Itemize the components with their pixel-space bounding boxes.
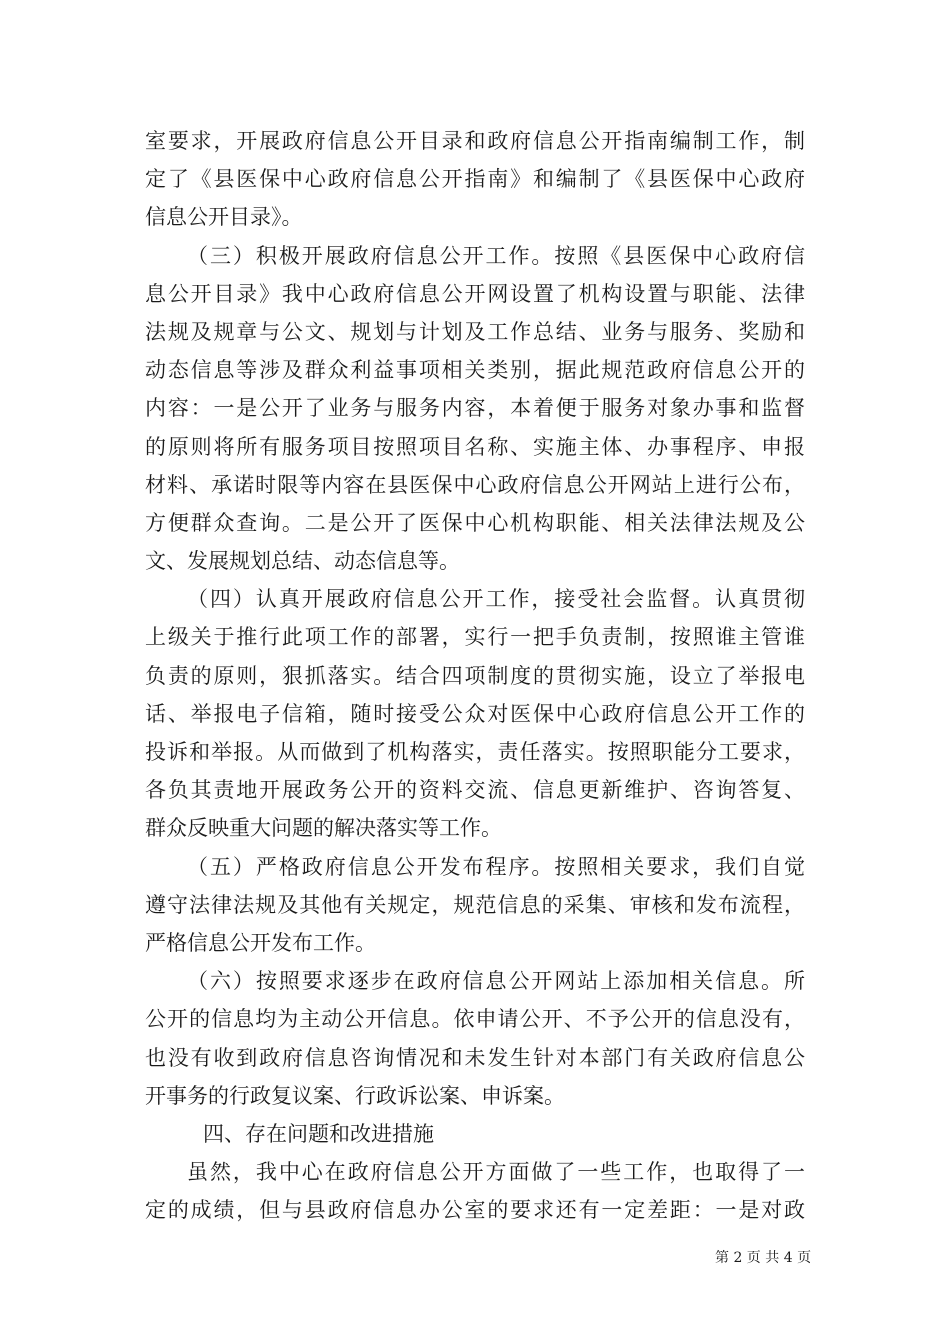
paragraph-start-line: （四）认真开展政府信息公开工作，接受社会监督。认真贯彻 bbox=[187, 587, 805, 612]
section-heading: 四、存在问题和改进措施 bbox=[203, 1121, 434, 1146]
paragraph-start-line: （五）严格政府信息公开发布程序。按照相关要求，我们自觉 bbox=[187, 854, 805, 879]
text-line: 严格信息公开发布工作。 bbox=[145, 930, 376, 955]
document-body bbox=[145, 122, 805, 1229]
text-line: 方便群众查询。二是公开了医保中心机构职能、相关法律法规及公 bbox=[145, 510, 805, 535]
text-line: 文、发展规划总结、动态信息等。 bbox=[145, 549, 460, 574]
text-line: 定了《县医保中心政府信息公开指南》和编制了《县医保中心政府 bbox=[145, 167, 805, 192]
text-line: 的原则将所有服务项目按照项目名称、实施主体、办事程序、申报 bbox=[145, 434, 805, 459]
text-line: 各负其责地开展政务公开的资料交流、信息更新维护、咨询答复、 bbox=[145, 778, 805, 803]
text-line: 遵守法律法规及其他有关规定，规范信息的采集、审核和发布流程， bbox=[145, 892, 805, 917]
page-number: 第 2 页 共 4 页 bbox=[715, 1250, 812, 1266]
paragraph-start-line: 虽然，我中心在政府信息公开方面做了一些工作，也取得了一 bbox=[187, 1160, 805, 1185]
text-line: 公开的信息均为主动公开信息。依申请公开、不予公开的信息没有， bbox=[145, 1007, 805, 1032]
text-line: 也没有收到政府信息咨询情况和未发生针对本部门有关政府信息公 bbox=[145, 1045, 805, 1070]
text-line: 法规及规章与公文、规划与计划及工作总结、业务与服务、奖励和 bbox=[145, 319, 805, 344]
text-line: 动态信息等涉及群众利益事项相关类别，据此规范政府信息公开的 bbox=[145, 358, 805, 383]
text-line: 开事务的行政复议案、行政诉讼案、申诉案。 bbox=[145, 1083, 565, 1108]
text-line: 息公开目录》我中心政府信息公开网设置了机构设置与职能、法律 bbox=[145, 281, 805, 306]
text-line: 内容：一是公开了业务与服务内容，本着便于服务对象办事和监督 bbox=[145, 396, 805, 421]
text-line: 负责的原则，狠抓落实。结合四项制度的贯彻实施，设立了举报电 bbox=[145, 663, 805, 688]
text-line: 定的成绩，但与县政府信息办公室的要求还有一定差距：一是对政 bbox=[145, 1198, 805, 1223]
text-line: 群众反映重大问题的解决落实等工作。 bbox=[145, 816, 502, 841]
text-line: 话、举报电子信箱，随时接受公众对医保中心政府信息公开工作的 bbox=[145, 701, 805, 726]
paragraph-start-line: （六）按照要求逐步在政府信息公开网站上添加相关信息。所 bbox=[187, 969, 805, 994]
text-line: 上级关于推行此项工作的部署，实行一把手负责制，按照谁主管谁 bbox=[145, 625, 805, 650]
paragraph-start-line: （三）积极开展政府信息公开工作。按照《县医保中心政府信 bbox=[187, 243, 805, 268]
text-line: 信息公开目录》。 bbox=[145, 205, 303, 230]
text-line: 室要求，开展政府信息公开目录和政府信息公开指南编制工作，制 bbox=[145, 129, 805, 153]
text-line: 投诉和举报。从而做到了机构落实，责任落实。按照职能分工要求， bbox=[145, 740, 805, 764]
text-line: 材料、承诺时限等内容在县医保中心政府信息公开网站上进行公布， bbox=[145, 472, 805, 497]
